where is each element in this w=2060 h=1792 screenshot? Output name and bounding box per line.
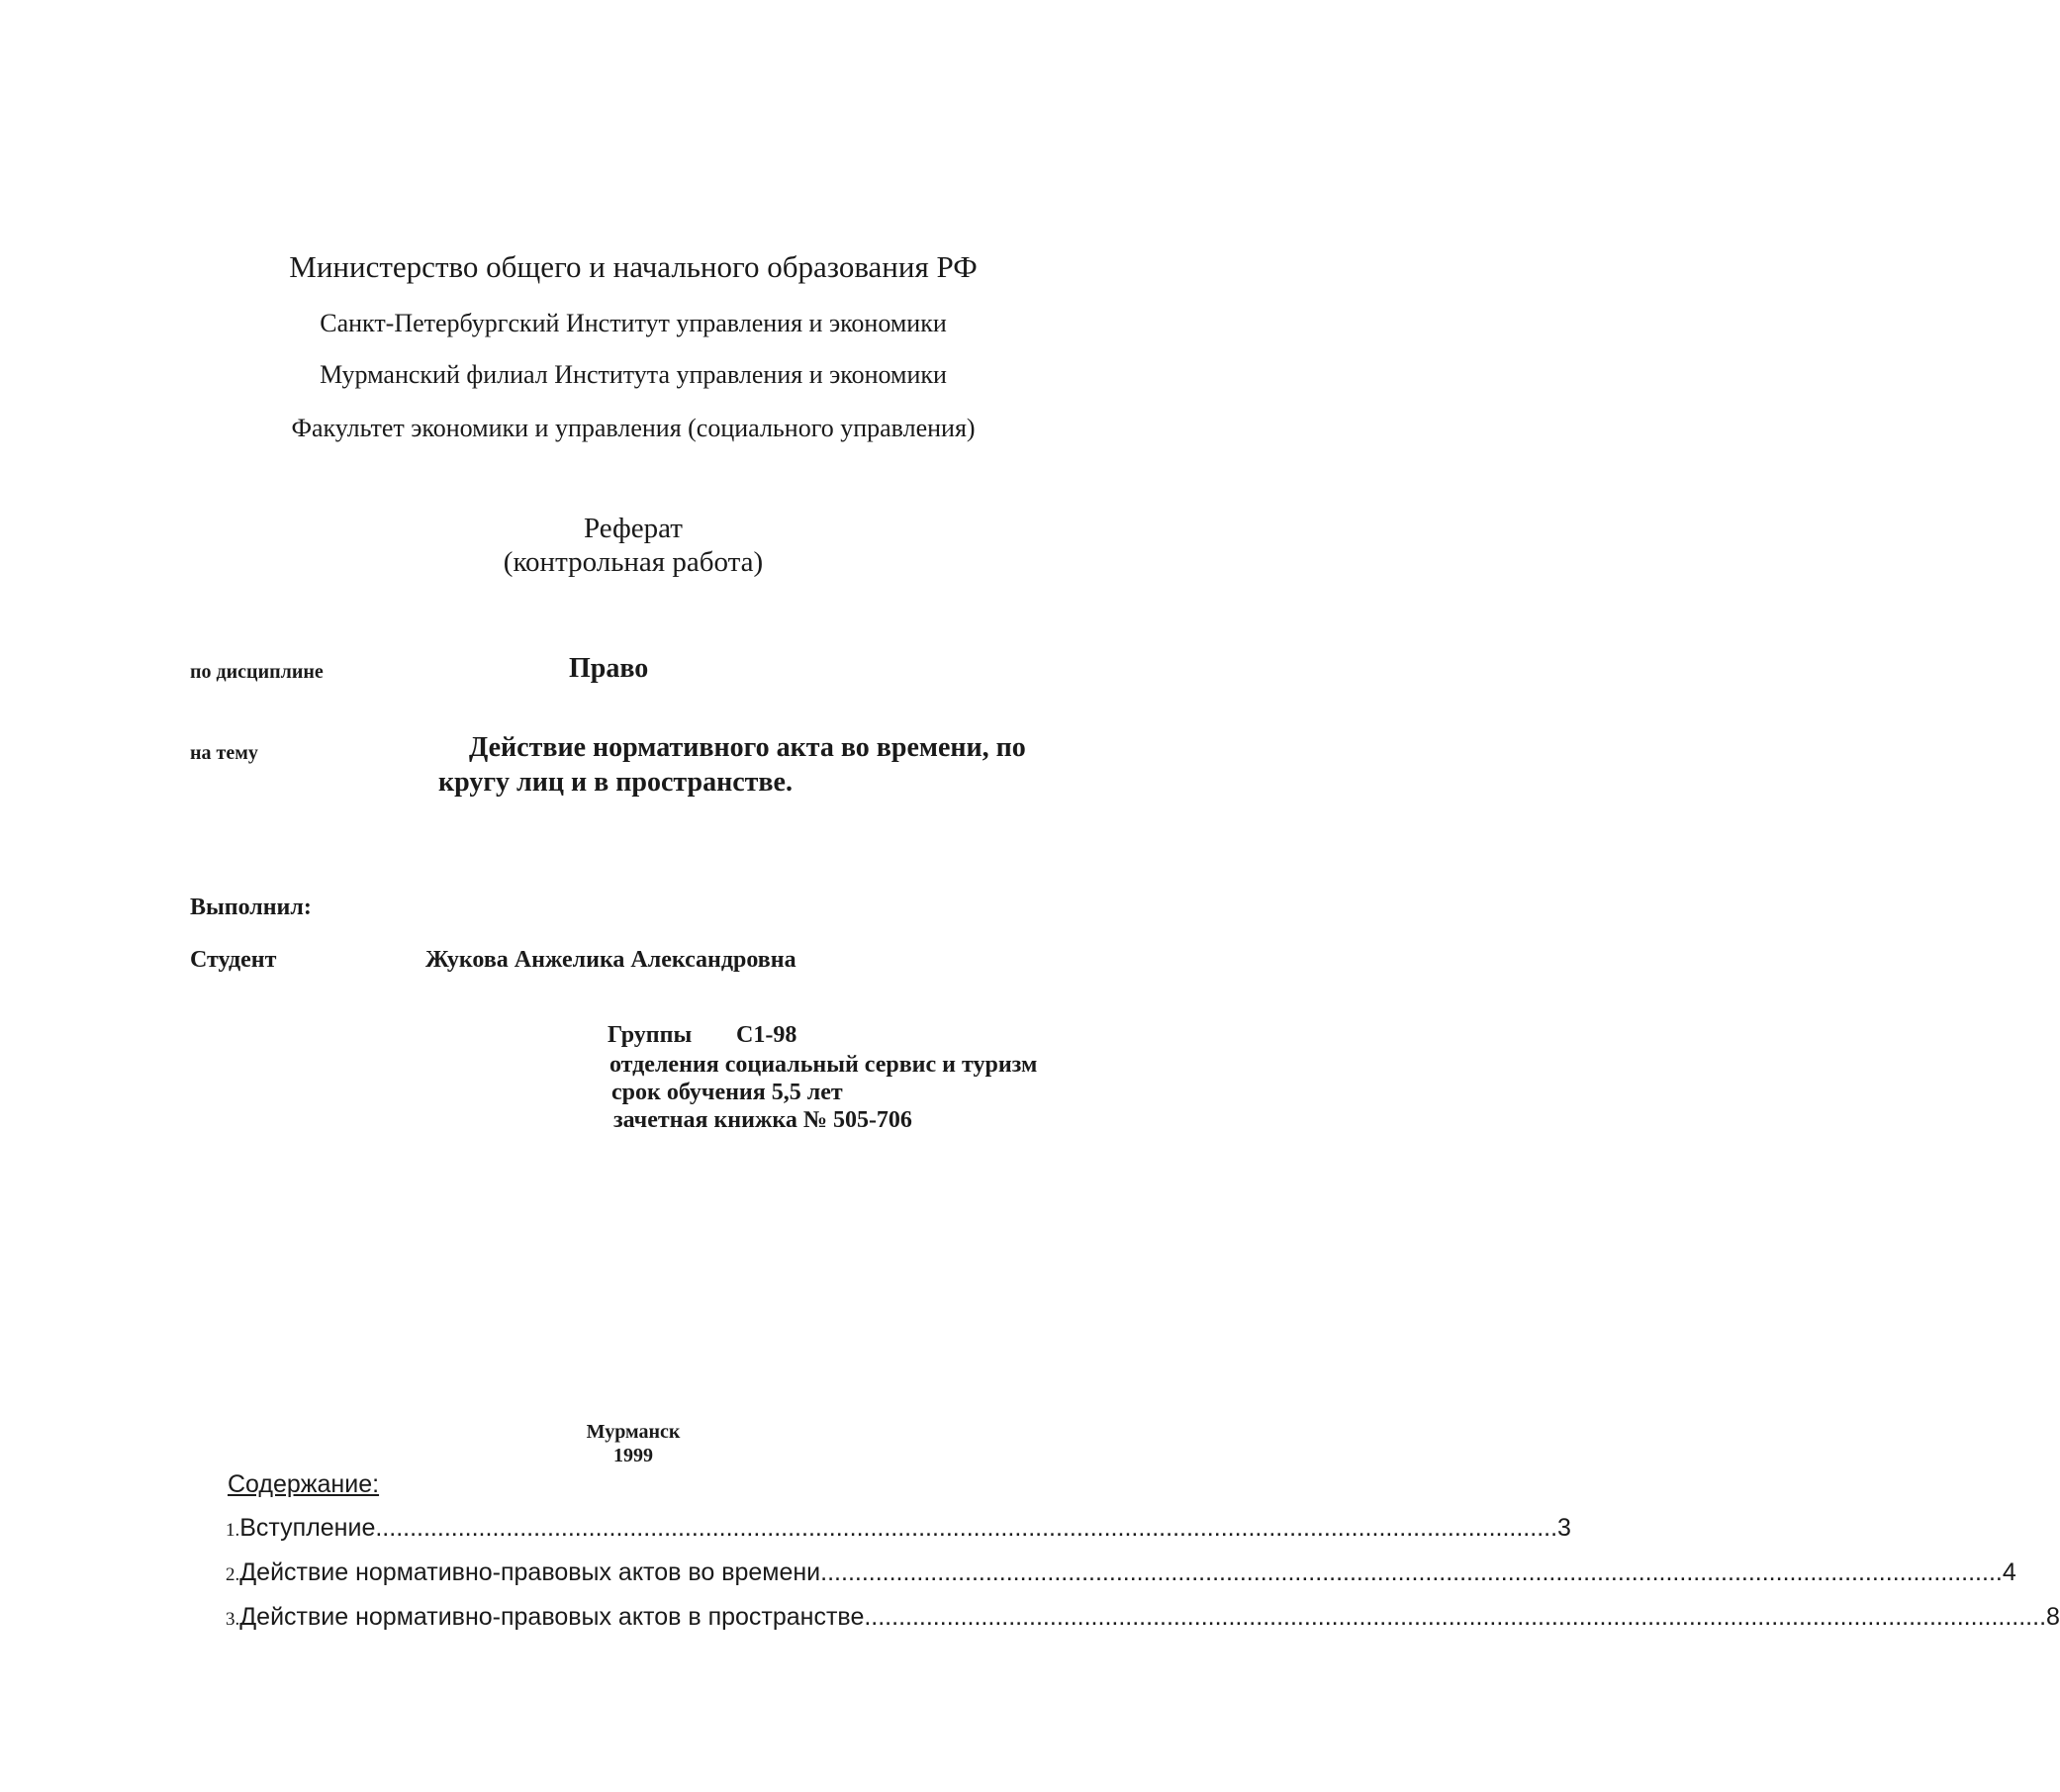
discipline-label: по дисциплине [190,661,324,683]
record-book-line: зачетная книжка № 505-706 [613,1107,912,1133]
group-value: С1-98 [736,1022,797,1048]
toc-leader-dots: ............................................................................................................................................................................ [864,1603,2047,1631]
toc-item[interactable] [226,1514,1571,1543]
toc-item-number: 1. [226,1520,240,1541]
year: 1999 [613,1445,653,1466]
toc-item-text: Действие нормативно-правовых актов во времени [239,1558,821,1586]
faculty-heading: Факультет экономики и управления (социального управления) [291,414,976,442]
toc-item-text: Вступление [239,1514,376,1542]
toc-item-text: Действие нормативно-правовых актов в пространстве [239,1603,865,1631]
toc-item-page: 3 [1557,1514,1571,1542]
toc-item-page: 4 [2002,1558,2016,1586]
toc-leader-dots: ............................................................................................................................................................................ [375,1514,1558,1542]
toc-item[interactable] [226,1558,2016,1587]
toc-leader-dots: ............................................................................................................................................................................ [820,1558,2003,1586]
doc-subtitle: (контрольная работа) [503,546,764,578]
topic-line-1: Действие нормативного акта во времени, по [469,732,1026,763]
done-by-label: Выполнил: [190,895,312,920]
institute-heading: Санкт-Петербургский Институт управления и экономики [320,309,947,337]
discipline-value: Право [569,653,649,684]
city: Мурманск [586,1421,681,1443]
group-label: Группы [608,1022,693,1048]
branch-heading: Мурманский филиал Института управления и экономики [320,360,947,389]
toc-item-number: 3. [226,1609,240,1630]
toc-item-page: 8 [2046,1603,2060,1631]
student-label: Студент [190,947,277,973]
toc-item-number: 2. [226,1564,240,1585]
toc-title: Содержание: [228,1470,380,1498]
toc-item[interactable] [226,1603,2060,1632]
ministry-heading: Министерство общего и начального образования РФ [289,249,978,284]
topic-line-2: кругу лиц и в пространстве. [438,767,793,798]
department-line: отделения социальный сервис и туризм [609,1052,1038,1078]
study-term-line: срок обучения 5,5 лет [611,1080,843,1105]
topic-label: на тему [190,742,258,764]
student-name: Жукова Анжелика Александровна [425,947,796,973]
doc-title: Реферат [584,513,683,544]
